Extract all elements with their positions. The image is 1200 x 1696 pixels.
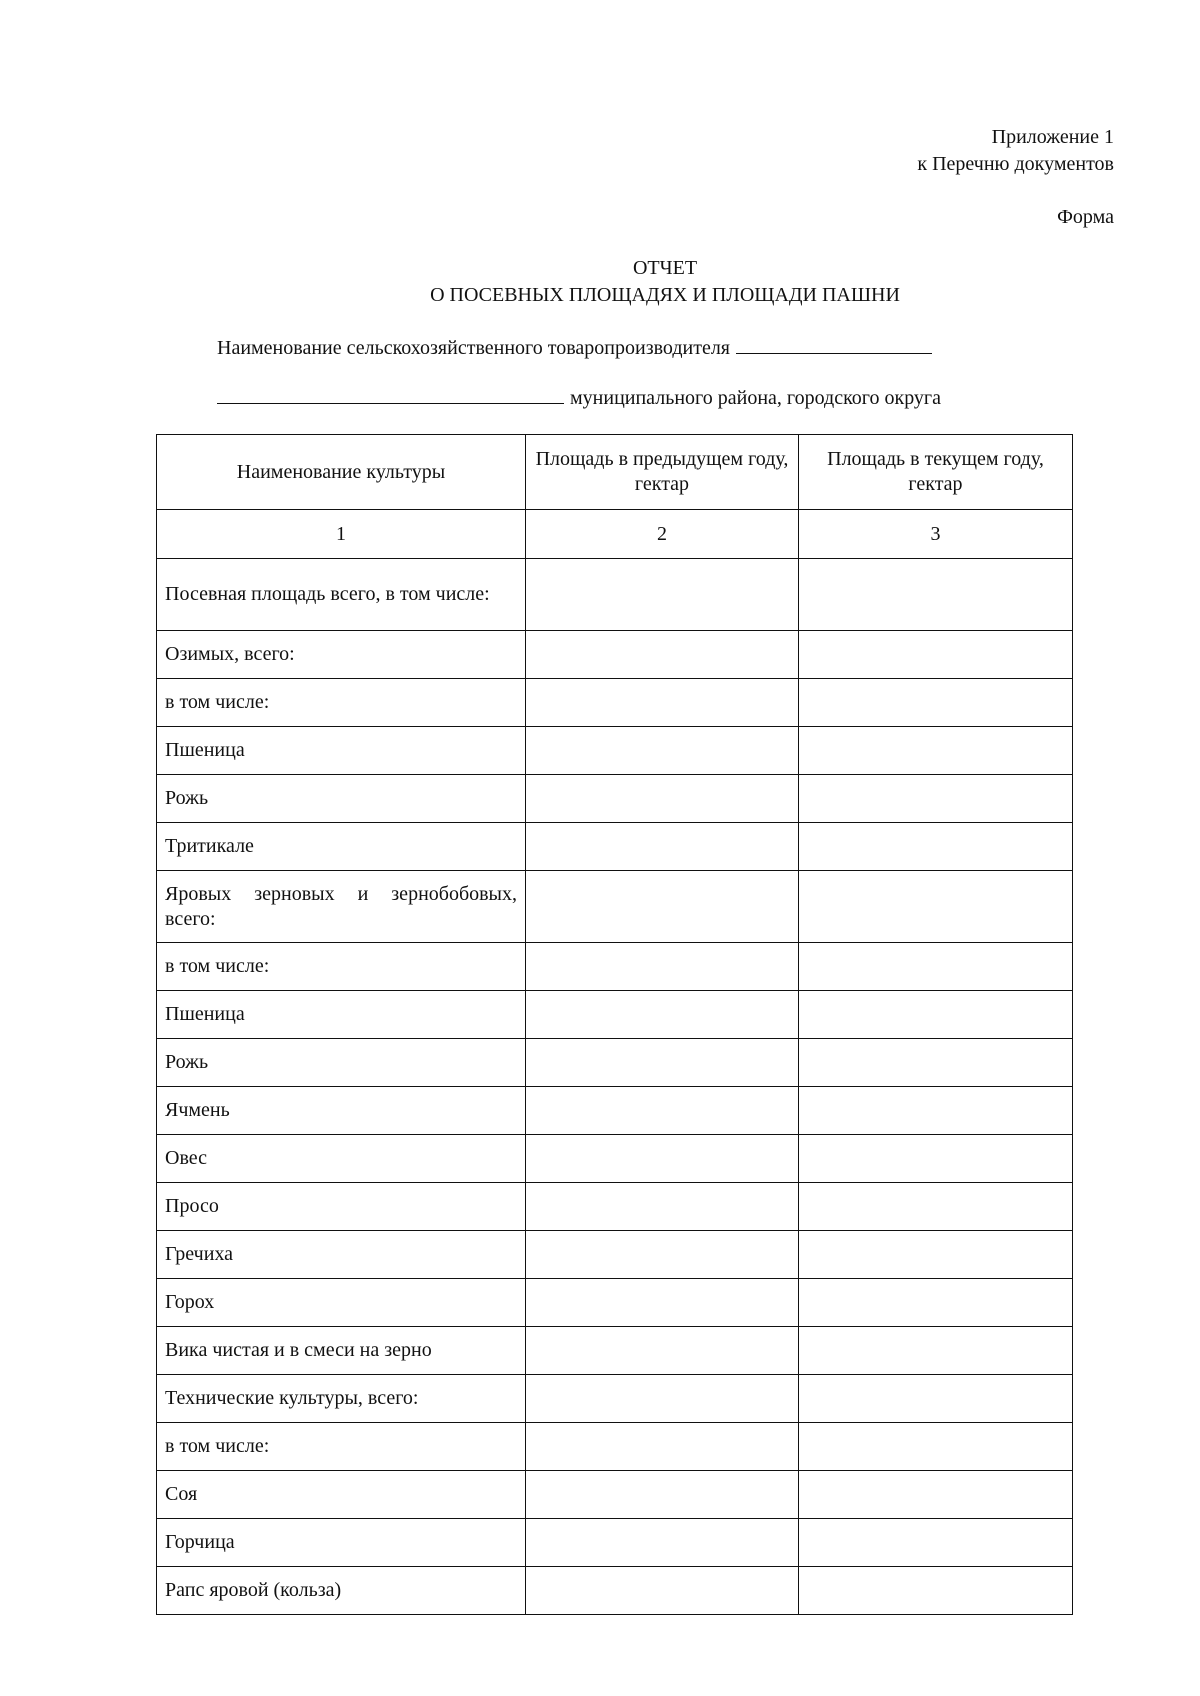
previous-year-area-cell[interactable] — [526, 559, 799, 631]
column-number-2: 2 — [526, 510, 799, 559]
crop-name-cell: Пшеница — [157, 991, 526, 1039]
crop-name-cell: Просо — [157, 1183, 526, 1231]
previous-year-area-cell[interactable] — [526, 1519, 799, 1567]
crop-name-cell: Рапс яровой (кольза) — [157, 1567, 526, 1615]
current-year-area-cell[interactable] — [799, 1039, 1073, 1087]
current-year-area-cell[interactable] — [799, 1087, 1073, 1135]
crop-name-cell: Яровых зерновых и зернобобовых, всего: — [157, 871, 526, 943]
current-year-area-cell[interactable] — [799, 1375, 1073, 1423]
current-year-area-cell[interactable] — [799, 727, 1073, 775]
crop-name-cell: Овес — [157, 1135, 526, 1183]
previous-year-area-cell[interactable] — [526, 1471, 799, 1519]
crop-name-cell: Технические культуры, всего: — [157, 1375, 526, 1423]
current-year-area-cell[interactable] — [799, 1183, 1073, 1231]
table-row — [157, 775, 1073, 823]
column-number-1: 1 — [157, 510, 526, 559]
table-row — [157, 1039, 1073, 1087]
crop-name-cell: Посевная площадь всего, в том числе: — [157, 559, 526, 631]
previous-year-area-cell[interactable] — [526, 1231, 799, 1279]
crop-name-cell: Рожь — [157, 1039, 526, 1087]
crop-name-cell: Горох — [157, 1279, 526, 1327]
previous-year-area-cell[interactable] — [526, 1375, 799, 1423]
crop-name-cell: Вика чистая и в смеси на зерно — [157, 1327, 526, 1375]
previous-year-area-cell[interactable] — [526, 991, 799, 1039]
current-year-area-cell[interactable] — [799, 1519, 1073, 1567]
form-label: Форма — [1057, 206, 1114, 228]
table-row — [157, 871, 1073, 943]
previous-year-area-cell[interactable] — [526, 943, 799, 991]
district-name-blank[interactable] — [217, 385, 564, 404]
table-header-row — [157, 435, 1073, 510]
district-label: муниципального района, городского округа — [570, 387, 942, 409]
appendix-reference — [917, 124, 1114, 178]
previous-year-area-cell[interactable] — [526, 727, 799, 775]
previous-year-area-cell[interactable] — [526, 679, 799, 727]
current-year-area-cell[interactable] — [799, 631, 1073, 679]
table-row — [157, 1519, 1073, 1567]
current-year-area-cell[interactable] — [799, 1279, 1073, 1327]
current-year-area-cell[interactable] — [799, 1567, 1073, 1615]
table-row — [157, 1423, 1073, 1471]
crop-name-cell: Рожь — [157, 775, 526, 823]
table-row — [157, 1231, 1073, 1279]
current-year-area-cell[interactable] — [799, 1135, 1073, 1183]
table-row — [157, 1327, 1073, 1375]
appendix-line-1: Приложение 1 — [991, 126, 1114, 148]
crop-name-cell: в том числе: — [157, 1423, 526, 1471]
table-row — [157, 1087, 1073, 1135]
table-row — [157, 1183, 1073, 1231]
producer-name-line — [217, 335, 932, 360]
current-year-area-cell[interactable] — [799, 559, 1073, 631]
table-row — [157, 631, 1073, 679]
previous-year-area-cell[interactable] — [526, 1183, 799, 1231]
table-row — [157, 943, 1073, 991]
table-row — [157, 1135, 1073, 1183]
current-year-area-cell[interactable] — [799, 1471, 1073, 1519]
previous-year-area-cell[interactable] — [526, 1567, 799, 1615]
previous-year-area-cell[interactable] — [526, 1327, 799, 1375]
crop-name-cell: в том числе: — [157, 679, 526, 727]
report-title — [0, 255, 1200, 309]
table-row — [157, 1279, 1073, 1327]
crop-name-cell: Соя — [157, 1471, 526, 1519]
current-year-area-cell[interactable] — [799, 775, 1073, 823]
crop-name-cell: Тритикале — [157, 823, 526, 871]
header-current-year-area: Площадь в текущем году, гектар — [799, 435, 1073, 510]
table-row — [157, 1567, 1073, 1615]
table-row — [157, 679, 1073, 727]
column-number-row — [157, 510, 1073, 559]
current-year-area-cell[interactable] — [799, 1423, 1073, 1471]
header-crop-name: Наименование культуры — [157, 435, 526, 510]
previous-year-area-cell[interactable] — [526, 1087, 799, 1135]
current-year-area-cell[interactable] — [799, 1327, 1073, 1375]
producer-name-blank[interactable] — [736, 335, 932, 354]
header-previous-year-area: Площадь в предыдущем году, гектар — [526, 435, 799, 510]
previous-year-area-cell[interactable] — [526, 823, 799, 871]
current-year-area-cell[interactable] — [799, 1231, 1073, 1279]
crops-area-table — [156, 434, 1073, 1615]
title-line-1: ОТЧЕТ — [632, 257, 698, 279]
crop-name-cell: Гречиха — [157, 1231, 526, 1279]
table-row — [157, 559, 1073, 631]
table-row — [157, 1471, 1073, 1519]
previous-year-area-cell[interactable] — [526, 775, 799, 823]
previous-year-area-cell[interactable] — [526, 1039, 799, 1087]
previous-year-area-cell[interactable] — [526, 871, 799, 943]
crop-name-cell: Пшеница — [157, 727, 526, 775]
crop-name-cell: Горчица — [157, 1519, 526, 1567]
table-row — [157, 1375, 1073, 1423]
crop-name-cell: Озимых, всего: — [157, 631, 526, 679]
table-row — [157, 823, 1073, 871]
current-year-area-cell[interactable] — [799, 679, 1073, 727]
previous-year-area-cell[interactable] — [526, 1423, 799, 1471]
previous-year-area-cell[interactable] — [526, 1135, 799, 1183]
crop-name-cell: в том числе: — [157, 943, 526, 991]
current-year-area-cell[interactable] — [799, 991, 1073, 1039]
previous-year-area-cell[interactable] — [526, 631, 799, 679]
current-year-area-cell[interactable] — [799, 871, 1073, 943]
current-year-area-cell[interactable] — [799, 823, 1073, 871]
producer-name-label: Наименование сельскохозяйственного товаропроизводителя — [217, 337, 730, 359]
appendix-line-2: к Перечню документов — [917, 153, 1114, 175]
column-number-3: 3 — [799, 510, 1073, 559]
table-row — [157, 991, 1073, 1039]
current-year-area-cell[interactable] — [799, 943, 1073, 991]
title-line-2: О ПОСЕВНЫХ ПЛОЩАДЯХ И ПЛОЩАДИ ПАШНИ — [430, 284, 900, 306]
crop-name-cell: Ячмень — [157, 1087, 526, 1135]
district-line — [217, 385, 941, 410]
table-row — [157, 727, 1073, 775]
previous-year-area-cell[interactable] — [526, 1279, 799, 1327]
